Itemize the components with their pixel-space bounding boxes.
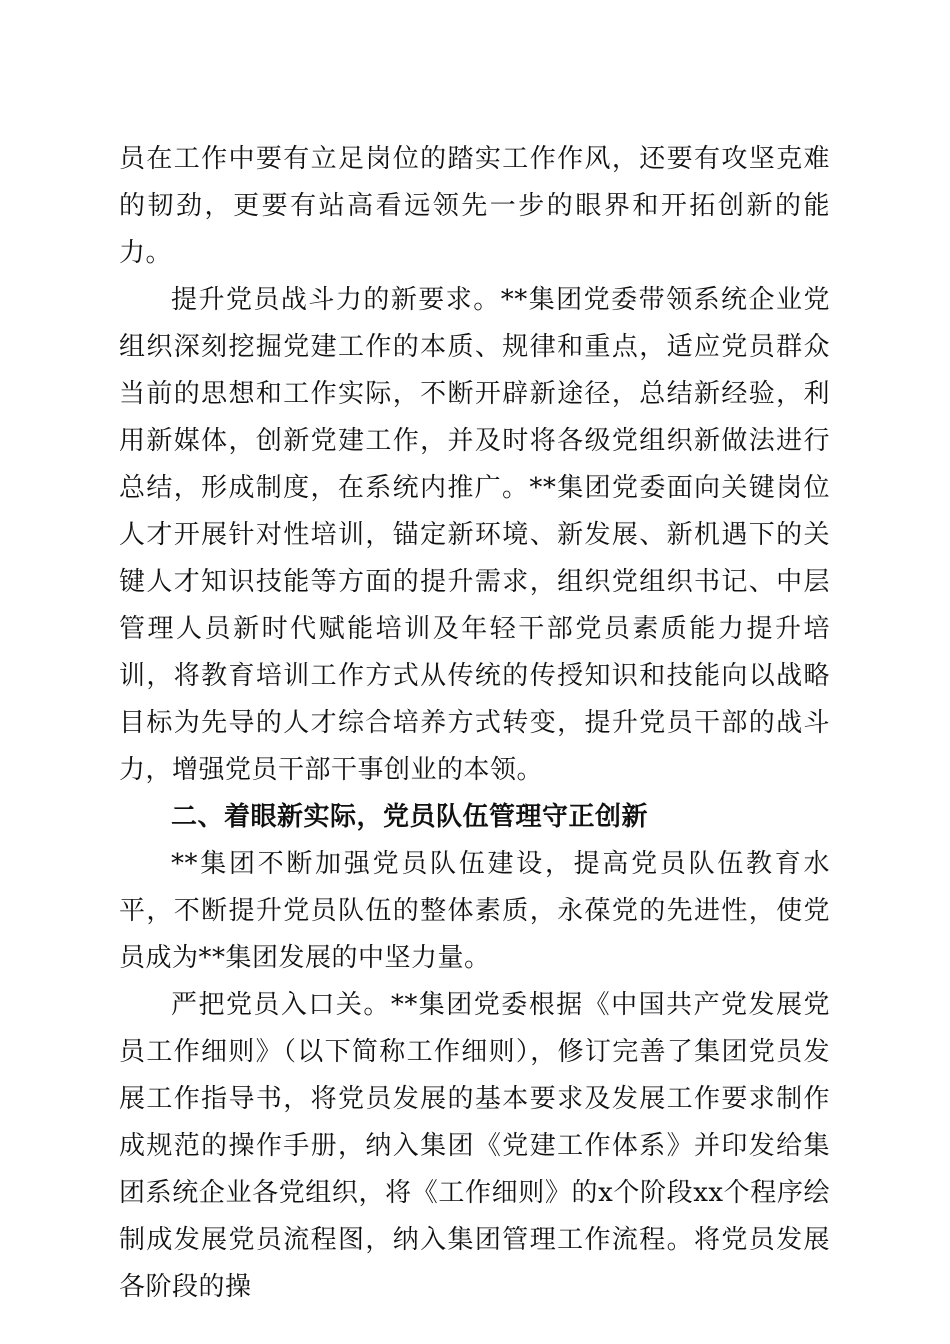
paragraph-team-building: **集团不断加强党员队伍建设，提高党员队伍教育水平，不断提升党员队伍的整体素质，永葆党的先进性，使党员成为**集团发展的中坚力量。	[119, 849, 830, 973]
paragraph-continuation: 员在工作中要有立足岗位的踏实工作作风，还要有攻坚克难的韧劲，更要有站高看远领先一步的眼界和开拓创新的能力。	[119, 144, 830, 268]
document-body	[119, 136, 830, 1311]
section-heading-2: 二、着眼新实际，党员队伍管理守正创新	[171, 802, 649, 832]
paragraph-member-admission: 严把党员入口关。**集团党委根据《中国共产党发展党员工作细则》（以下简称工作细则），修订完善了集团党员发展工作指导书，将党员发展的基本要求及发展工作要求制作成规范的操作手册，纳入集团《党建工作体系》并印发给集团系统企业各党组织，将《工作细则》的x个阶段xx个程序绘制成发展党员流程图，纳入集团管理工作流程。将党员发展各阶段的操	[119, 990, 830, 1302]
paragraph-combat-capability: 提升党员战斗力的新要求。**集团党委带领系统企业党组织深刻挖掘党建工作的本质、规律和重点，适应党员群众当前的思想和工作实际，不断开辟新途径，总结新经验，利用新媒体，创新党建工作，并及时将各级党组织新做法进行总结，形成制度，在系统内推广。**集团党委面向关键岗位人才开展针对性培训，锚定新环境、新发展、新机遇下的关键人才知识技能等方面的提升需求，组织党组织书记、中层管理人员新时代赋能培训及年轻干部党员素质能力提升培训，将教育培训工作方式从传统的传授知识和技能向以战略目标为先导的人才综合培养方式转变，提升党员干部的战斗力，增强党员干部干事创业的本领。	[119, 285, 830, 785]
